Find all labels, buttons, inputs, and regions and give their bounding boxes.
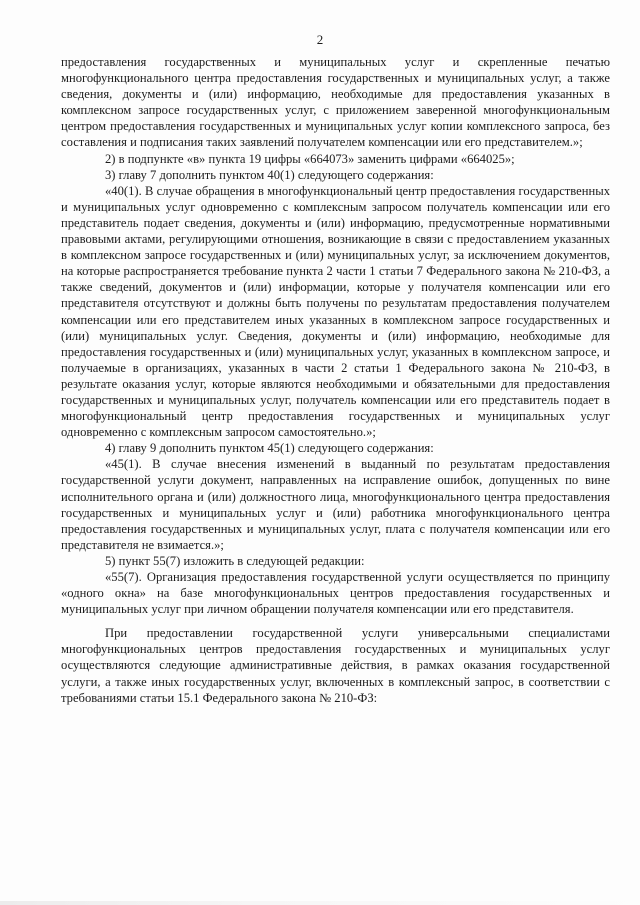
paragraph-continuation: предоставления государственных и муниципальных услуг и скрепленные печатью многофункционального центра предоставления государственных и муниципальных услуг, а также сведения, документы и (или) информацию, необходимые для предоставления указанных в комплексном запросе государственных услуг, с приложением заверенной многофункциональным центром предоставления государственных и муниципальных услуг копии комплексного запроса, без составления и подписания таких заявлений получателем компенсации или его представителем.»; <box>61 55 610 150</box>
paragraph-clause-45-1: «45(1). В случае внесения изменений в выданный по результатам предоставления государственной услуги документ, направленных на исправление ошибок, допущенных по вине исполнительного органа и (или) должностного лица, многофункционального центра предоставления государственных и муниципальных услуг и (или) работника многофункционального центра предоставления государственных и муниципальных услуг, плата с получателя компенсации или его представителя не взимается.»; <box>61 457 610 552</box>
paragraph-mfc-actions: При предоставлении государственной услуги универсальными специалистами многофункциональных центров предоставления государственных и муниципальных услуг осуществляются следующие административные действия, в рамках оказания государственной услуги, а также иных государственных услуг, включенных в комплексный запрос, в соответствии с требованиями статьи 15.1 Федерального закона № 210-ФЗ: <box>61 626 610 705</box>
paragraph-item-4: 4) главу 9 дополнить пунктом 45(1) следующего содержания: <box>105 441 434 456</box>
scan-edge <box>0 901 640 905</box>
paragraph-item-5: 5) пункт 55(7) изложить в следующей редакции: <box>105 553 365 568</box>
document-body <box>61 54 610 706</box>
paragraph-clause-40-1: «40(1). В случае обращения в многофункциональный центр предоставления государственных и муниципальных услуг одновременно с комплексным запросом получатель компенсации или его представитель подает сведения, документы и (или) информацию, предусмотренные нормативными правовыми актами, регулирующими отношения, возникающие в связи с предоставлением указанных в комплексном запросе государственных и (или) муниципальных услуг, за исключением документов, на которые распространяется требование пункта 2 части 1 статьи 7 Федерального закона № 210-ФЗ, а также сведений, документов и (или) информации, которые у получателя компенсации или его представителя отсутствуют и должны быть получены по результатам предоставления получателем компенсации или его представителем иных указанных в комплексном запросе государственных и (или) муниципальных услуг. Сведения, документы и (или) информацию, необходимые для предоставления государственных и (или) муниципальных услуг, указанных в комплексном запросе, и получаемые в организациях, указанных в части 2 статьи 1 Федерального закона № 210-ФЗ, в результате оказания услуг, которые являются необходимыми и обязательными для предоставления государственных и муниципальных услуг, получатель компенсации или его представитель подает в многофункциональный центр предоставления государственных и муниципальных услуг одновременно с комплексным запросом самостоятельно.»; <box>61 183 610 440</box>
paragraph-item-3: 3) главу 7 дополнить пунктом 40(1) следующего содержания: <box>105 167 434 182</box>
paragraph-clause-55-7: «55(7). Организация предоставления государственной услуги осуществляется по принципу «одного окна» на базе многофункциональных центров предоставления государственных и муниципальных услуг при личном обращении получателя компенсации или его представителя. <box>61 570 610 617</box>
paragraph-item-2: 2) в подпункте «в» пункта 19 цифры «664073» заменить цифрами «664025»; <box>105 151 515 166</box>
page-number: 2 <box>316 32 324 47</box>
